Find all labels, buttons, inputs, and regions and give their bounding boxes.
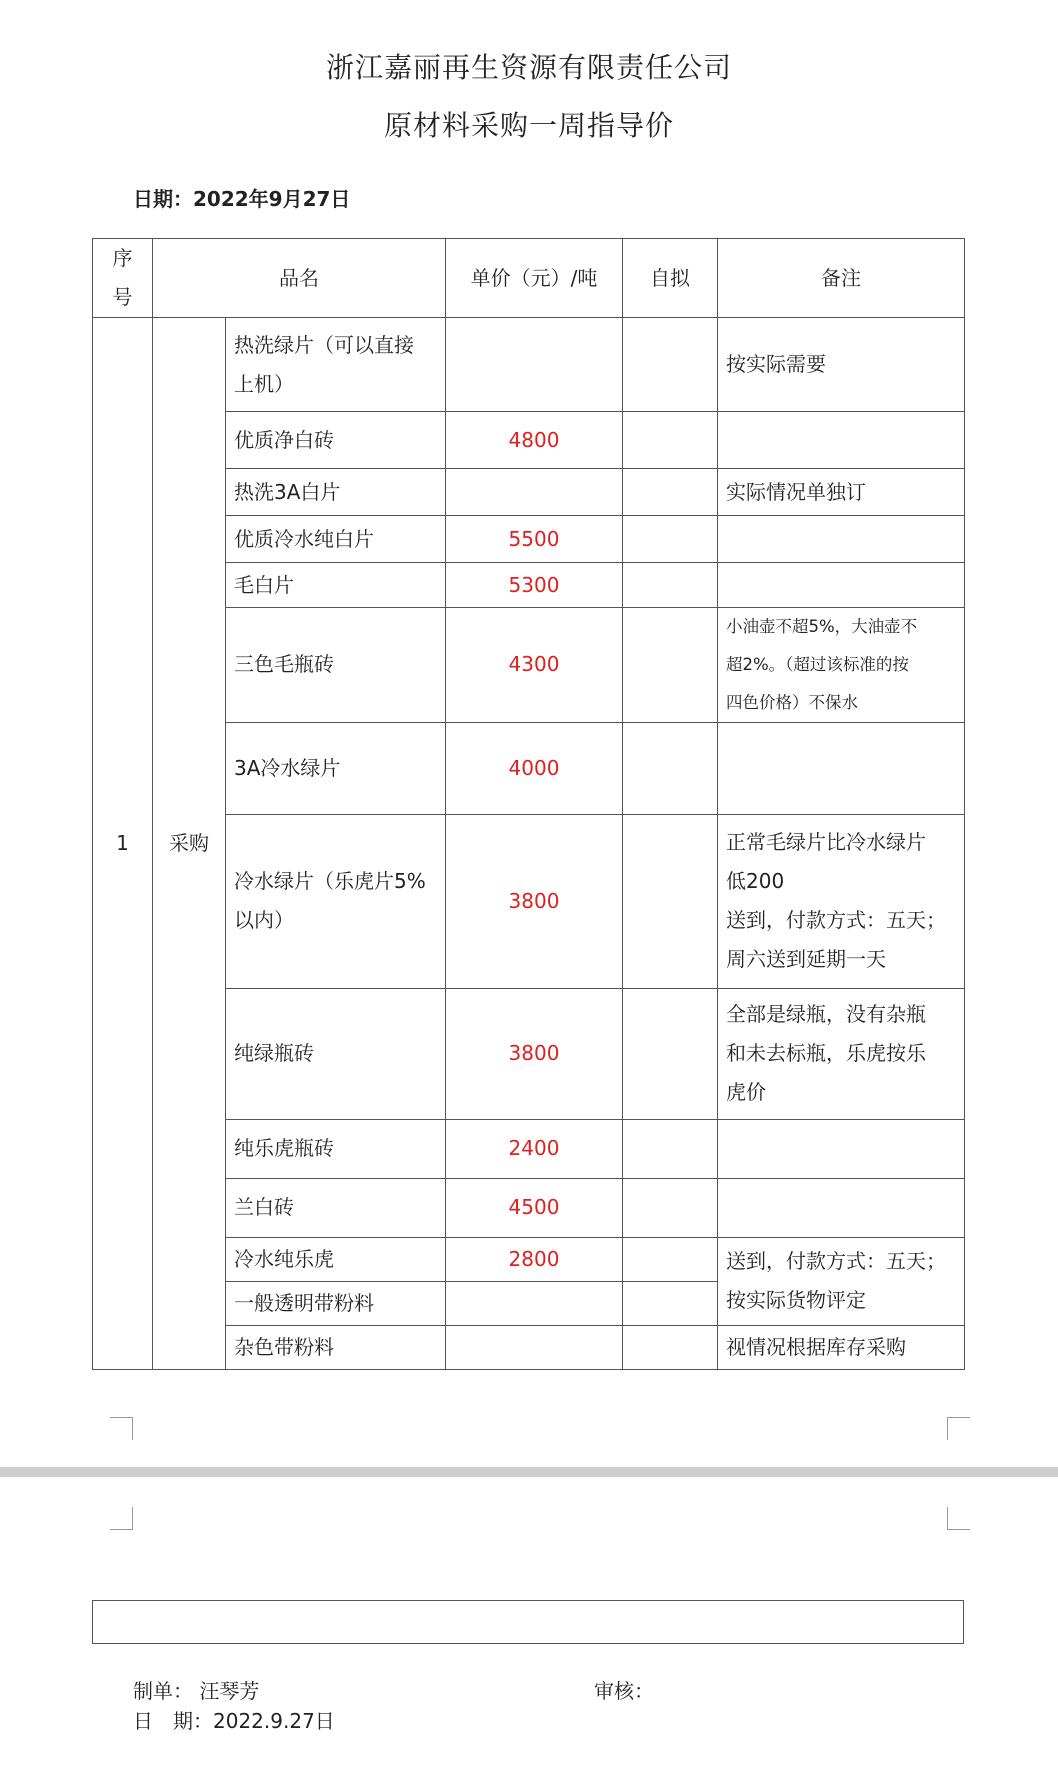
- product-name-line: 冷水绿片（乐虎片5%: [234, 869, 426, 894]
- table-header-row: [93, 239, 965, 318]
- product-name-cell: [226, 814, 446, 988]
- product-name-line: 杂色带粉料: [234, 1334, 334, 1359]
- maker-value: 汪琴芳: [199, 1679, 260, 1703]
- page-separator: [0, 1467, 1058, 1477]
- date-label: 日期：: [133, 187, 193, 211]
- price-cell: [446, 469, 623, 516]
- header-price: 单价（元）/吨: [446, 239, 623, 318]
- self-cell: [623, 1237, 718, 1281]
- product-name-line: 以内）: [234, 908, 294, 933]
- self-cell: [623, 469, 718, 516]
- page-corner-mark: [110, 1417, 133, 1440]
- product-name-cell: [226, 1237, 446, 1281]
- product-name-cell: [226, 608, 446, 723]
- note-line: 送到，付款方式：五天；: [726, 908, 946, 933]
- self-cell: [623, 988, 718, 1119]
- product-name-line: 纯绿瓶砖: [234, 1041, 314, 1066]
- note-cell: [718, 516, 965, 563]
- self-cell: [623, 412, 718, 469]
- note-cell: [718, 814, 965, 988]
- product-name-line: 兰白砖: [234, 1195, 294, 1220]
- self-cell: [623, 1178, 718, 1237]
- product-name-line: 优质冷水纯白片: [234, 526, 374, 551]
- page-corner-mark: [947, 1507, 970, 1530]
- self-cell: [623, 516, 718, 563]
- note-line: 周六送到延期一天: [726, 947, 886, 972]
- product-name-cell: [226, 563, 446, 608]
- product-name-line: 3A冷水绿片: [234, 755, 341, 780]
- document-title: 原材料采购一周指导价: [383, 109, 674, 142]
- product-name-cell: [226, 1281, 446, 1325]
- price-cell: 5300: [446, 563, 623, 608]
- note-cell: [718, 318, 965, 412]
- price-cell: 2400: [446, 1119, 623, 1178]
- self-cell: [623, 722, 718, 814]
- product-name-line: 三色毛瓶砖: [234, 652, 334, 677]
- product-name-line: 毛白片: [234, 572, 294, 597]
- note-line: 超2%。（超过该标准的按: [726, 654, 909, 674]
- header-seq: [93, 239, 153, 318]
- note-line: 小油壶不超5%，大油壶不: [726, 617, 918, 636]
- product-name-cell: [226, 469, 446, 516]
- note-cell: [718, 722, 965, 814]
- header-note: 备注: [718, 239, 965, 318]
- note-cell: [718, 1178, 965, 1237]
- note-cell: [718, 1237, 965, 1325]
- product-name-line: 优质净白砖: [234, 427, 334, 452]
- note-line: 正常毛绿片比冷水绿片: [726, 830, 926, 855]
- price-cell: 4000: [446, 722, 623, 814]
- note-line: 按实际需要: [726, 352, 826, 376]
- note-cell: [718, 412, 965, 469]
- price-cell: 4500: [446, 1178, 623, 1237]
- footer-date-value: 2022.9.27日: [213, 1709, 335, 1733]
- product-name-line: 冷水纯乐虎: [234, 1246, 334, 1271]
- header-seq-line: 号: [112, 285, 133, 309]
- blank-table-row: [92, 1600, 964, 1644]
- maker-label: 制单：: [133, 1679, 193, 1703]
- self-cell: [623, 1119, 718, 1178]
- product-name-cell: [226, 318, 446, 412]
- price-cell: 4300: [446, 608, 623, 723]
- self-cell: [623, 1281, 718, 1325]
- self-cell: [623, 563, 718, 608]
- note-line: 四色价格）不保水: [726, 692, 858, 712]
- note-cell: [718, 563, 965, 608]
- category-cell: 采购: [153, 318, 226, 1370]
- note-cell: [718, 1119, 965, 1178]
- product-name-line: 热洗绿片（可以直接: [234, 332, 414, 357]
- note-line: 低200: [726, 869, 785, 894]
- header-seq-line: 序: [112, 246, 133, 270]
- company-title: 浙江嘉丽再生资源有限责任公司: [325, 51, 732, 84]
- price-cell: [446, 318, 623, 412]
- page-corner-mark: [947, 1417, 970, 1440]
- product-name-line: 一般透明带粉料: [234, 1290, 374, 1315]
- price-table: [92, 238, 965, 1370]
- self-cell: [623, 814, 718, 988]
- header-name: 品名: [153, 239, 446, 318]
- price-cell: 4800: [446, 412, 623, 469]
- price-cell: 5500: [446, 516, 623, 563]
- price-cell: [446, 1281, 623, 1325]
- note-cell: [718, 469, 965, 516]
- seq-cell: 1: [93, 318, 153, 1370]
- note-cell: [718, 608, 965, 723]
- note-cell: [718, 1325, 965, 1369]
- note-line: 全部是绿瓶，没有杂瓶: [726, 1002, 926, 1027]
- product-name-line: 热洗3A白片: [234, 479, 341, 504]
- footer-date-line: [133, 1705, 335, 1734]
- price-cell: 3800: [446, 814, 623, 988]
- table-row: [93, 318, 965, 412]
- product-name-cell: [226, 1325, 446, 1369]
- date-line: [133, 183, 350, 212]
- page-corner-mark: [110, 1507, 133, 1530]
- product-name-cell: [226, 412, 446, 469]
- product-name-line: 上机）: [234, 371, 294, 396]
- header-self: 自拟: [623, 239, 718, 318]
- maker-line: [133, 1675, 259, 1704]
- price-cell: [446, 1325, 623, 1369]
- price-cell: 3800: [446, 988, 623, 1119]
- footer-date-label: 日 期：: [133, 1709, 213, 1733]
- self-cell: [623, 318, 718, 412]
- self-cell: [623, 1325, 718, 1369]
- note-line: 实际情况单独订: [726, 479, 866, 504]
- product-name-cell: [226, 722, 446, 814]
- product-name-cell: [226, 1178, 446, 1237]
- date-value: 2022年9月27日: [193, 187, 351, 211]
- product-name-cell: [226, 516, 446, 563]
- note-cell: [718, 988, 965, 1119]
- product-name-line: 纯乐虎瓶砖: [234, 1136, 334, 1161]
- note-line: 虎价: [726, 1080, 766, 1105]
- note-line: 视情况根据库存采购: [726, 1334, 906, 1359]
- price-cell: 2800: [446, 1237, 623, 1281]
- self-cell: [623, 608, 718, 723]
- note-line: 送到，付款方式：五天；: [726, 1249, 946, 1274]
- note-line: 按实际货物评定: [726, 1288, 866, 1313]
- review-label: 审核：: [594, 1679, 654, 1703]
- product-name-cell: [226, 988, 446, 1119]
- product-name-cell: [226, 1119, 446, 1178]
- note-line: 和未去标瓶，乐虎按乐: [726, 1041, 926, 1066]
